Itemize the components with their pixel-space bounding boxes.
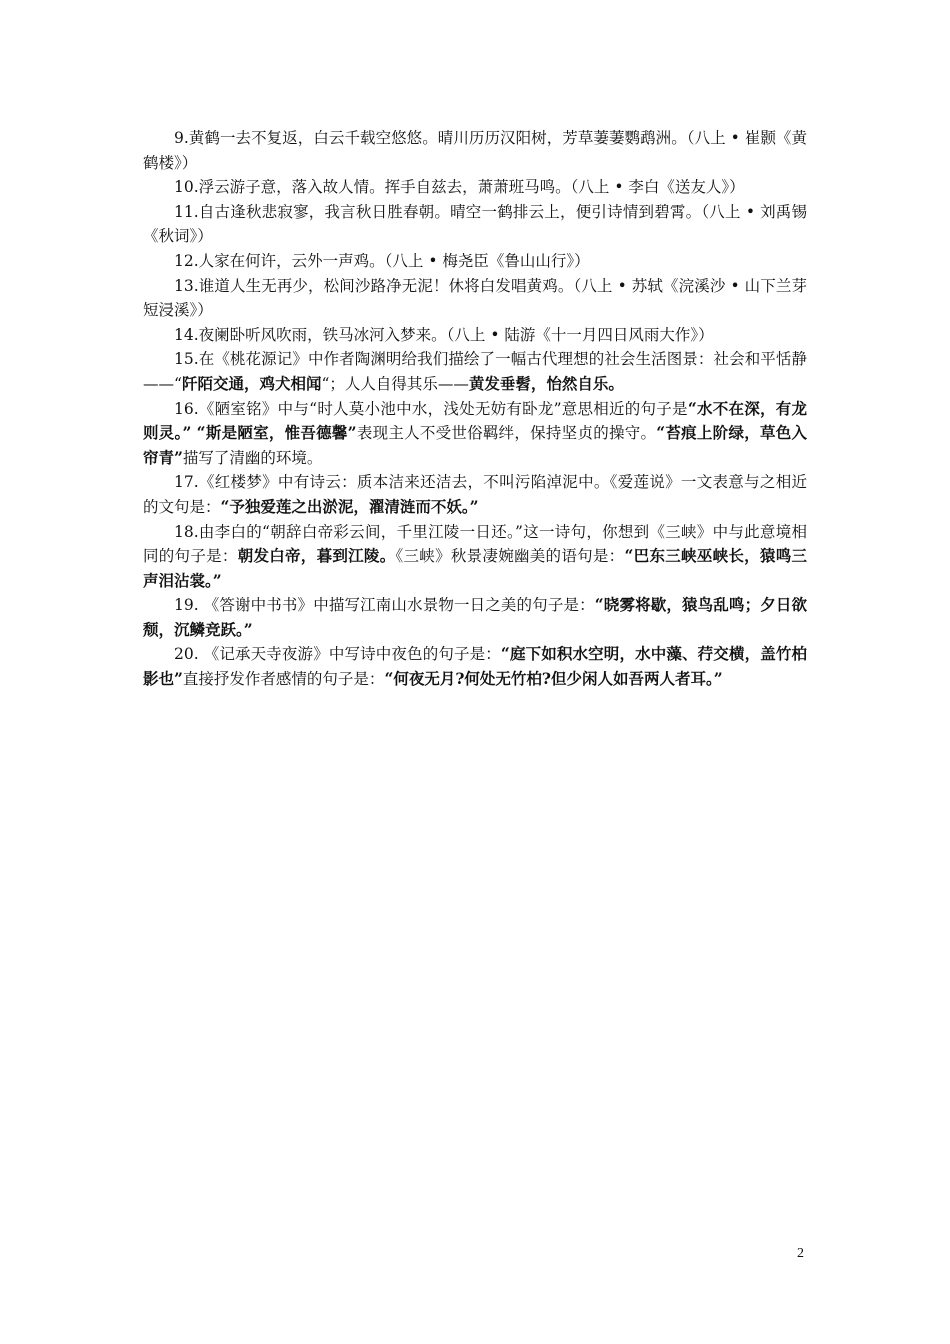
question-text: 表现主人不受世俗羁绊，保持坚贞的操守。 bbox=[356, 424, 657, 443]
question-text: 《三峡》秋景凄婉幽美的语句是： bbox=[395, 547, 625, 566]
paragraph-18 bbox=[143, 520, 807, 594]
question-text: 16.《陋室铭》中与“时人莫小池中水，浅处无妨有卧龙”意思相近的句子是 bbox=[174, 399, 688, 418]
question-text: 17.《红楼梦》中有诗云：质本洁来还洁去，不叫污陷淖泥中。《爱莲说》一文表意与之相近的文句是： bbox=[143, 473, 807, 516]
bold-answer-text: “水不在深，有龙则灵。” bbox=[143, 398, 807, 443]
bold-answer-text: “晓雾将歇，猿鸟乱鸣；夕日欲颓，沉鳞竞跃。” bbox=[143, 595, 807, 639]
question-text: 15.在《桃花源记》中作者陶渊明给我们描绘了一幅古代理想的社会生活图景：社会和平恬静——“ bbox=[143, 350, 807, 393]
question-text: 20. 《记承天寺夜游》中写诗中夜色的句子是： bbox=[174, 645, 501, 664]
question-text: “；人人自得其乐—— bbox=[321, 374, 469, 393]
question-text: 10.浮云游子意，落入故人情。挥手自兹去，萧萧班马鸣。（八上 • 李白《送友人》） bbox=[174, 178, 745, 197]
paragraph-13 bbox=[143, 274, 807, 323]
bold-answer-text: “庭下如积水空明，水中藻、荇交横，盖竹柏影也” bbox=[143, 644, 807, 689]
question-text: 9.黄鹤一去不复返，白云千载空悠悠。晴川历历汉阳树，芳草萋萋鹦鹉洲。（八上 • 崔颢《黄鹤楼》） bbox=[143, 129, 807, 172]
question-text: 13.谁道人生无再少，松间沙路净无泥！休将白发唱黄鸡。（八上 • 苏轼《浣溪沙 • 山下兰芽短浸溪》） bbox=[143, 276, 807, 320]
document-body bbox=[143, 126, 807, 692]
question-text: 19. 《答谢中书书》中描写江南山水景物一日之美的句子是： bbox=[174, 596, 595, 615]
bold-answer-text: 阡陌交通，鸡犬相闻 bbox=[181, 373, 322, 393]
paragraph-11 bbox=[143, 200, 807, 249]
bold-answer-text: 朝发白帝，暮到江陵。 bbox=[237, 546, 396, 566]
question-text: 描写了清幽的环境。 bbox=[182, 448, 323, 467]
paragraph-19 bbox=[143, 593, 807, 642]
question-text: 直接抒发作者感情的句子是： bbox=[182, 670, 385, 689]
paragraph-15 bbox=[143, 347, 807, 396]
question-text: 12.人家在何许，云外一声鸡。（八上 • 梅尧臣《鲁山山行》） bbox=[174, 251, 590, 270]
paragraph-10 bbox=[143, 175, 807, 200]
question-text: 11.自古逢秋悲寂寥，我言秋日胜春朝。晴空一鹤排云上，便引诗情到碧霄。（八上 • 刘禹锡《秋词》） bbox=[143, 202, 807, 246]
paragraph-16 bbox=[143, 397, 807, 471]
paragraph-17 bbox=[143, 470, 807, 519]
paragraph-9 bbox=[143, 126, 807, 175]
bold-answer-text: “苔痕上阶绿，草色入帘青” bbox=[143, 423, 807, 467]
page-number: 2 bbox=[797, 1246, 804, 1261]
bold-answer-text: “斯是陋室，惟吾德馨” bbox=[196, 423, 357, 443]
paragraph-20 bbox=[143, 642, 807, 691]
paragraph-12 bbox=[143, 249, 807, 274]
question-text: 18.由李白的“朝辞白帝彩云间，千里江陵一日还。”这一诗句，你想到《三峡》中与此意境相同的句子是： bbox=[143, 522, 807, 566]
paragraph-14 bbox=[143, 323, 807, 348]
bold-answer-text: “巴东三峡巫峡长，猿鸣三声泪沾裳。” bbox=[143, 546, 807, 590]
bold-answer-text: 黄发垂髫，怡然自乐。 bbox=[468, 373, 624, 393]
question-text: 14.夜阑卧听风吹雨，铁马冰河入梦来。（八上 • 陆游《十一月四日风雨大作》） bbox=[174, 325, 714, 344]
bold-answer-text: “何夜无月?何处无竹柏?但少闲人如吾两人者耳。” bbox=[384, 669, 723, 689]
bold-answer-text: “予独爱莲之出淤泥，濯清涟而不妖。” bbox=[220, 496, 479, 516]
